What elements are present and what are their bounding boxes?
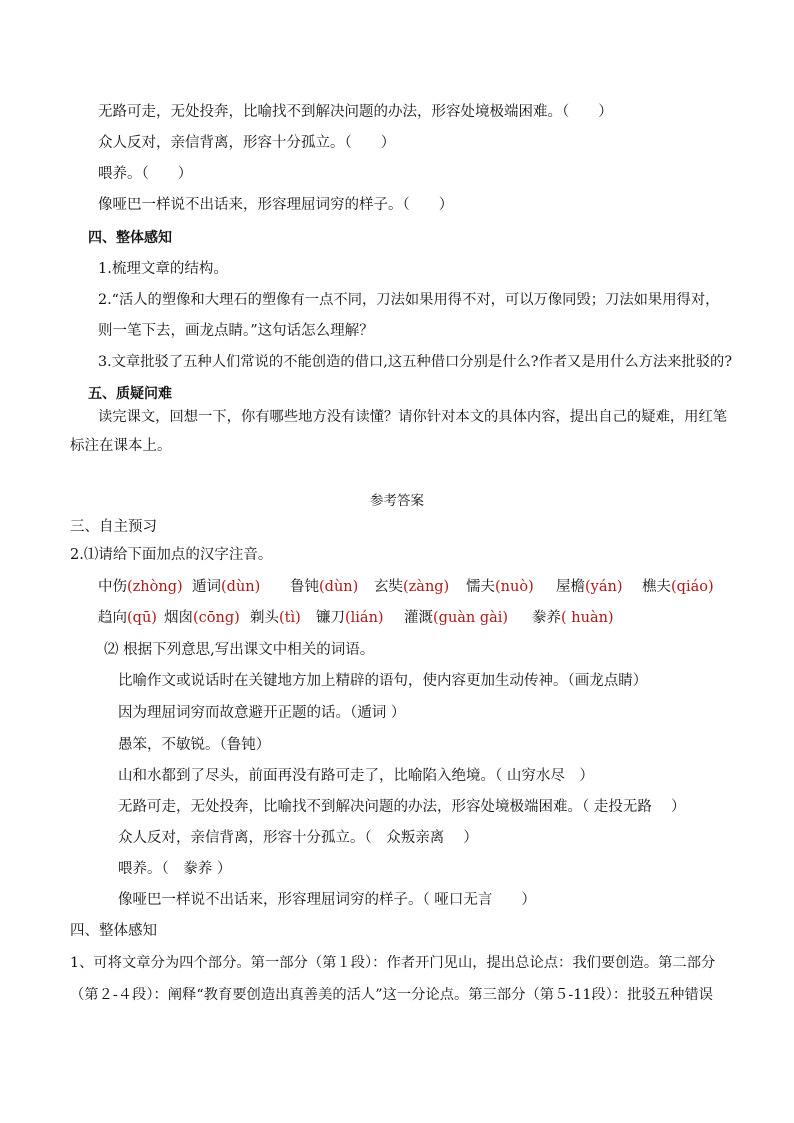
pinyin-entry	[98, 577, 192, 597]
pinyin-entry	[642, 577, 722, 597]
meaning-answer-6: 众人反对，亲信背离，形容十分孤立。（ 众叛亲离 ）	[118, 830, 478, 846]
pinyin-entry	[290, 577, 374, 597]
section4-q1: 1.梳理文章的结构。	[98, 261, 228, 277]
meaning-item-4: 像哑巴一样说不出话来，形容理屈词穷的样子。（ ）	[98, 197, 454, 213]
entry-word: 趋向	[98, 610, 127, 626]
section4-heading: 四、整体感知	[88, 230, 172, 246]
entry-pinyin: ( huàn)	[561, 610, 614, 626]
answers-s4-line2: （第２-４段）：阐释“教育要创造出真善美的活人”这一分论点。第三部分（第５-11段）：批驳五种错误	[70, 987, 713, 1003]
entry-pinyin: (dùn)	[221, 579, 261, 595]
entry-pinyin: (cōng)	[193, 610, 240, 626]
entry-pinyin: (guàn gài)	[433, 610, 509, 626]
meaning-answer-8: 像哑巴一样说不出话来，形容理屈词穷的样子。（ 哑口无言 ）	[118, 892, 536, 908]
entry-pinyin: (zàng)	[403, 579, 450, 595]
entry-word: 遁词	[192, 579, 221, 595]
pinyin-row-2	[98, 608, 632, 628]
meaning-answer-4: 山和水都到了尽头，前面再没有路可走了，比喻陷入绝境。（ 山穷水尽 ）	[118, 768, 594, 784]
answers-s4-line1: 1、可将文章分为四个部分。第一部分（第１段）：作者开门见山，提出总论点：我们要创造。第二部分	[70, 955, 716, 971]
pinyin-entry	[532, 608, 632, 628]
entry-pinyin: (qū)	[127, 610, 157, 626]
section5-line2: 标注在课本上。	[70, 438, 172, 454]
meaning-item-3: 喂养。（ ）	[98, 166, 193, 182]
meaning-answer-3: 愚笨，不敏锐。（鲁钝）	[118, 737, 271, 753]
meaning-answer-7: 喂养。（ 豢养 ）	[118, 861, 232, 877]
answers-section3-heading: 三、自主预习	[70, 519, 157, 535]
pinyin-entry	[374, 577, 466, 597]
answers-q22: ⑵ 根据下列意思,写出课文中相关的词语。	[104, 642, 375, 658]
entry-word: 烟囱	[164, 610, 193, 626]
pinyin-entry	[466, 577, 556, 597]
entry-pinyin: (dùn)	[319, 579, 359, 595]
answers-section4-heading: 四、整体感知	[70, 923, 157, 939]
meaning-answer-5: 无路可走，无处投奔，比喻找不到解决问题的办法，形容处境极端困难。（ 走投无路 ）	[118, 799, 686, 815]
meaning-answer-2: 因为理屈词穷而故意避开正题的话。（遁词 ）	[118, 705, 406, 721]
pinyin-entry	[250, 608, 316, 628]
pinyin-entry	[192, 577, 290, 597]
section4-q3: 3.文章批驳了五种人们常说的不能创造的借口,这五种借口分别是什么?作者又是用什么方法来批驳的?	[98, 354, 732, 370]
section4-q2-line2: 则一笔下去，画龙点睛。”这句话怎么理解？	[98, 323, 374, 339]
pinyin-entry	[316, 608, 404, 628]
entry-word: 鲁钝	[290, 579, 319, 595]
meaning-item-2: 众人反对，亲信背离，形容十分孤立。（ ）	[98, 135, 396, 151]
entry-word: 豢养	[532, 610, 561, 626]
entry-pinyin: (qiáo)	[671, 579, 714, 595]
entry-word: 懦夫	[466, 579, 495, 595]
entry-word: 镰刀	[316, 610, 345, 626]
entry-word: 玄奘	[374, 579, 403, 595]
section5-heading: 五、质疑问难	[88, 386, 172, 402]
meaning-item-1: 无路可走，无处投奔，比喻找不到解决问题的办法，形容处境极端困难。（ ）	[98, 104, 613, 120]
entry-pinyin: (zhòng)	[127, 579, 183, 595]
section4-q2-line1: 2.“活人的塑像和大理石的塑像有一点不同，刀法如果用得不对，可以万像同毁；刀法如果用得对，	[98, 292, 720, 308]
meaning-answer-1: 比喻作文或说话时在关键地方加上精辟的语句，使内容更加生动传神。（画龙点睛）	[118, 673, 648, 689]
pinyin-row-1	[98, 577, 722, 597]
pinyin-entry	[164, 608, 250, 628]
entry-word: 剃头	[250, 610, 279, 626]
entry-pinyin: (lián)	[345, 610, 384, 626]
entry-pinyin: (tì)	[279, 610, 301, 626]
entry-word: 樵夫	[642, 579, 671, 595]
entry-pinyin: (yán)	[585, 579, 623, 595]
entry-pinyin: (nuò)	[495, 579, 534, 595]
entry-word: 屋檐	[556, 579, 585, 595]
pinyin-entry	[98, 608, 164, 628]
entry-word: 灌溉	[404, 610, 433, 626]
answers-q21: 2.⑴请给下面加点的汉字注音。	[70, 547, 273, 563]
pinyin-entry	[556, 577, 642, 597]
pinyin-entry	[404, 608, 532, 628]
answers-title: 参考答案	[370, 493, 424, 509]
section5-line1: 读完课文，回想一下，你有哪些地方没有读懂？请你针对本文的具体内容，提出自己的疑难，用红笔	[98, 409, 728, 425]
entry-word: 中伤	[98, 579, 127, 595]
